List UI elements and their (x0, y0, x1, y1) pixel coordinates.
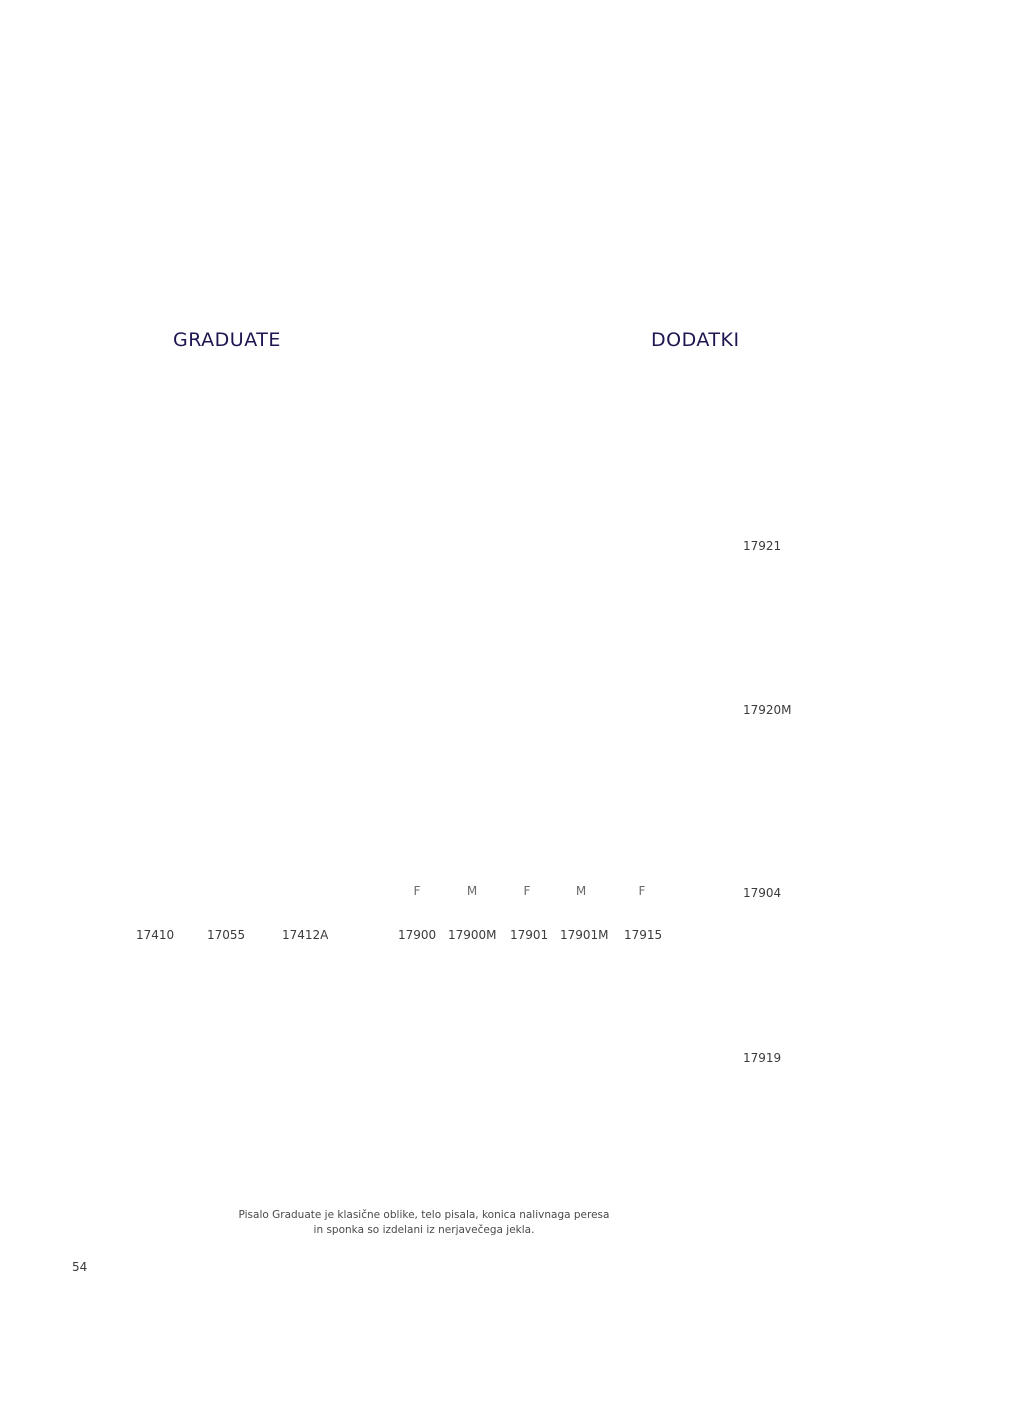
nib-label: F (638, 884, 646, 898)
accessory-code: 17920M (743, 703, 792, 717)
product-code: 17901M (560, 928, 609, 942)
product-code: 17410 (136, 928, 175, 942)
product-code: 17900M (448, 928, 497, 942)
description-line: Pisalo Graduate je klasične oblike, telo pisala, konica nalivnaga peresa (238, 1209, 610, 1221)
product-code: 17055 (207, 928, 246, 942)
nib-label: F (413, 884, 421, 898)
product-code: 17901 (510, 928, 549, 942)
accessory-code: 17919 (743, 1051, 782, 1065)
page-number: 54 (72, 1260, 88, 1274)
accessory-code: 17921 (743, 539, 782, 553)
product-code: 17915 (624, 928, 663, 942)
section-title-graduate: GRADUATE (173, 329, 281, 351)
description-line: in sponka so izdelani iz nerjavečega jekla. (313, 1224, 535, 1236)
nib-label: M (466, 884, 478, 898)
section-title-dodatki: DODATKI (651, 329, 740, 351)
product-code: 17412A (282, 928, 329, 942)
product-code: 17900 (398, 928, 437, 942)
accessory-code: 17904 (743, 886, 782, 900)
nib-label: F (523, 884, 531, 898)
nib-label: M (575, 884, 587, 898)
product-description (224, 1208, 624, 1238)
